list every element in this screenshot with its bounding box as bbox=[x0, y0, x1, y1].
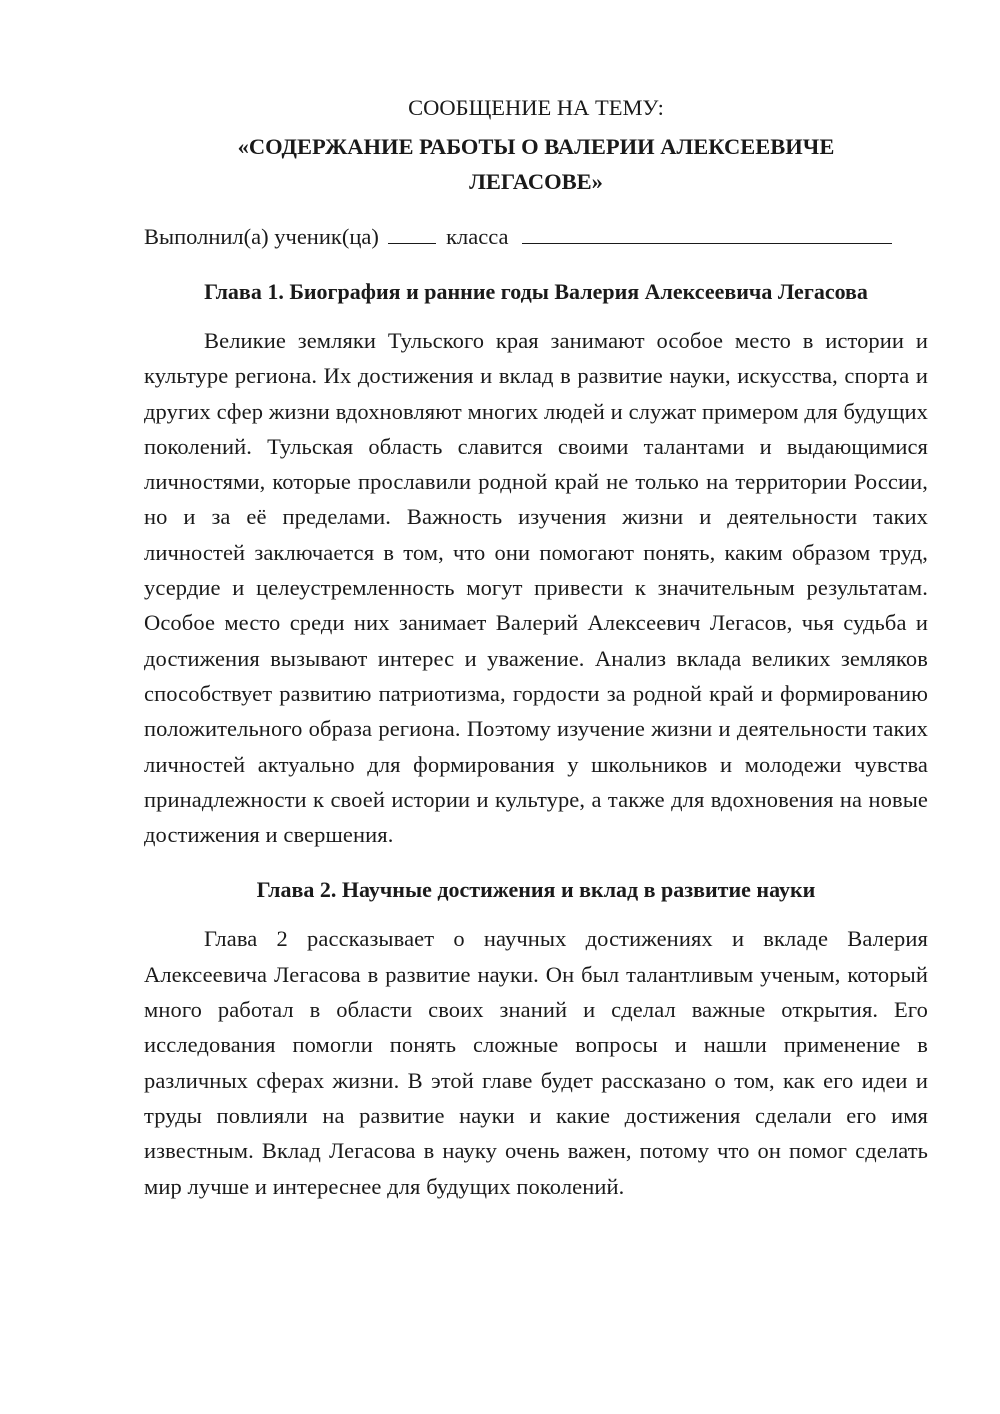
performer-line bbox=[144, 219, 928, 254]
chapter-1-paragraph: Великие земляки Тульского края занимают особое место в истории и культуре региона. Их достижения и вклад в развитие науки, искусства, спорта и других сфер жизни вдохновляют многих людей и служат примером для будущих поколений. Тульская область славится своими талантами и выдающимися личностями, которые прославили родной край не только на территории России, но и за её пределами. Важность изучения жизни и деятельности таких личностей заключается в том, что они помогают понять, каким образом труд, усердие и целеустремленность могут привести к значительным результатам. Особое место среди них занимает Валерий Алексеевич Легасов, чья судьба и достижения вызывают интерес и уважение. Анализ вклада великих земляков способствует развитию патриотизма, гордости за родной край и формированию положительного образа региона. Поэтому изучение жизни и деятельности таких личностей актуально для формирования у школьников и молодежи чувства принадлежности к своей истории и культуре, а также для вдохновения на новые достижения и свершения. bbox=[144, 328, 928, 848]
document-page bbox=[144, 90, 928, 1204]
grade-blank-field[interactable] bbox=[388, 221, 436, 244]
chapter-2-title: Глава 2. Научные достижения и вклад в развитие науки bbox=[256, 877, 816, 903]
topic-label: СООБЩЕНИЕ НА ТЕМУ: bbox=[408, 95, 664, 120]
grade-label: класса bbox=[446, 224, 509, 249]
document-title: «СОДЕРЖАНИЕ РАБОТЫ О ВАЛЕРИИ АЛЕКСЕЕВИЧЕ ЛЕГАСОВЕ» bbox=[237, 134, 835, 194]
name-blank-field[interactable] bbox=[522, 221, 892, 244]
chapter-2-paragraph: Глава 2 рассказывает о научных достижениях и вкладе Валерия Алексеевича Легасова в развитие науки. Он был талантливым ученым, который много работал в области своих знаний и сделал важные открытия. Его исследования помогли понять сложные вопросы и нашли применение в различных сферах жизни. В этой главе будет рассказано о том, как его идеи и труды повлияли на развитие науки и какие достижения сделали его имя известным. Вклад Легасова в науку очень важен, потому что он помог сделать мир лучше и интереснее для будущих поколений. bbox=[144, 926, 928, 1199]
chapter-1-title: Глава 1. Биография и ранние годы Валерия Алексеевича Легасова bbox=[204, 279, 868, 304]
performer-label: Выполнил(а) ученик(ца) bbox=[144, 224, 379, 249]
